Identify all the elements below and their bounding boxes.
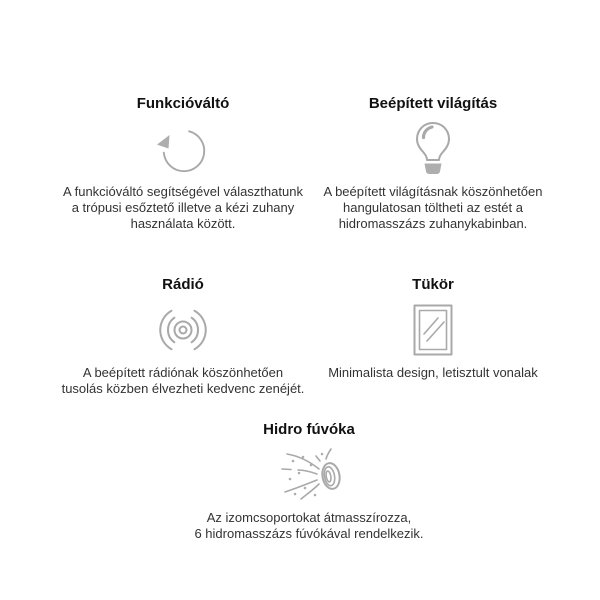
feature-description-line: A funkcióváltó segítségével választhatunk: [63, 184, 303, 199]
feature-description-line: 6 hidromasszázs fúvókával rendelkezik.: [194, 526, 424, 541]
light-bulb-icon: [409, 120, 457, 178]
feature-title: Rádió: [162, 276, 204, 293]
icon-box: [409, 118, 457, 180]
feature-description-line: A beépített világításnak köszönhetően: [323, 184, 543, 199]
feature-description-line: Az izomcsoportokat átmasszírozza,: [206, 510, 412, 525]
feature-title: Funkcióváltó: [136, 95, 230, 112]
water-jet-icon: [270, 446, 348, 504]
feature-title: Beépített világítás: [368, 95, 498, 112]
radio-waves-icon: [155, 301, 211, 359]
feature-description-line: a trópusi esőztető illetve a kézi zuhany: [71, 200, 295, 215]
feature-description-line: hangulatosan töltheti az estét a: [343, 200, 523, 215]
icon-box: [413, 299, 453, 361]
feature-description-line: A beépített rádiónak köszönhetően: [82, 365, 284, 380]
features-section: [58, 0, 560, 542]
mirror-icon: [413, 304, 453, 356]
feature-hidro-fuvoka: [58, 421, 560, 542]
feature-description: [328, 365, 538, 381]
feature-description-line: használata között.: [130, 216, 236, 231]
feature-description-line: hidromasszázs zuhanykabinban.: [338, 216, 528, 231]
icon-box: [270, 444, 348, 506]
feature-description-line: tusolás közben élvezheti kedvenc zenéjét.: [61, 381, 305, 396]
feature-description: [194, 510, 423, 542]
feature-description-line: Minimalista design, letisztult vonalak: [328, 365, 538, 380]
feature-funkciovalto: [58, 95, 308, 232]
feature-description: [62, 365, 305, 397]
feature-title: Hidro fúvóka: [263, 421, 355, 438]
features-grid: [58, 95, 560, 542]
icon-box: [155, 299, 211, 361]
feature-vilagitas: [308, 95, 558, 232]
feature-description: [63, 184, 303, 232]
feature-tukor: [308, 276, 558, 397]
feature-description: [324, 184, 543, 232]
rotate-arrow-icon: [156, 121, 210, 177]
feature-title: Tükör: [412, 276, 454, 293]
icon-box: [156, 118, 210, 180]
feature-radio: [58, 276, 308, 397]
